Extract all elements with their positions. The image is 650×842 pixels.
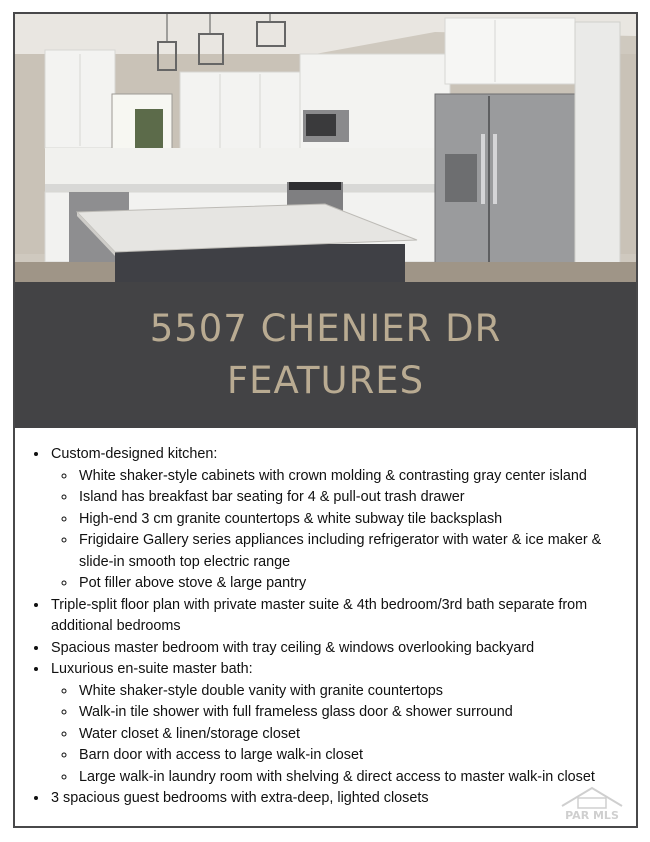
- title-band: [15, 282, 636, 428]
- sub-feature-item: ◦ Frigidaire Gallery series appliances including refrigerator with water & ice maker & slide-in smooth top electric range: [77, 530, 628, 573]
- sub-feature-item: ◦ Water closet & linen/storage closet: [77, 724, 628, 746]
- features-list: [15, 428, 636, 810]
- kitchen-photo: [15, 14, 636, 282]
- flyer-frame: [13, 12, 638, 828]
- features-title: FEATURES: [226, 359, 425, 402]
- feature-item: [49, 444, 628, 595]
- sub-feature-item: ◦ White shaker-style double vanity with granite countertops: [77, 681, 628, 703]
- sub-feature-item: ◦ Large walk-in laundry room with shelving & direct access to master walk-in closet: [77, 767, 628, 789]
- feature-item: • Spacious master bedroom with tray ceiling & windows overlooking backyard: [49, 638, 628, 660]
- feature-item: • 3 spacious guest bedrooms with extra-deep, lighted closets: [49, 788, 628, 810]
- kitchen-illustration: [15, 14, 636, 282]
- feature-text: Custom-designed kitchen:: [51, 446, 218, 462]
- sub-feature-item: ◦ Island has breakfast bar seating for 4 & pull-out trash drawer: [77, 487, 628, 509]
- address-title: 5507 CHENIER DR: [149, 307, 502, 350]
- feature-text: Luxurious en-suite master bath:: [51, 661, 253, 677]
- mls-watermark-logo: [556, 784, 628, 824]
- sub-feature-item: ◦ High-end 3 cm granite countertops & white subway tile backsplash: [77, 509, 628, 531]
- feature-item: • Triple-split floor plan with private master suite & 4th bedroom/3rd bath separate from additional bedrooms: [49, 595, 628, 638]
- feature-item: [49, 659, 628, 788]
- feature-sublist: [51, 681, 628, 789]
- features-section: [15, 428, 636, 826]
- sub-feature-item: ◦ Pot filler above stove & large pantry: [77, 573, 628, 595]
- sub-feature-item: ◦ Walk-in tile shower with full frameless glass door & shower surround: [77, 702, 628, 724]
- sub-feature-item: ◦ Barn door with access to large walk-in closet: [77, 745, 628, 767]
- sub-feature-item: ◦ White shaker-style cabinets with crown molding & contrasting gray center island: [77, 466, 628, 488]
- feature-sublist: [51, 466, 628, 595]
- svg-text:PAR MLS: PAR MLS: [565, 809, 619, 822]
